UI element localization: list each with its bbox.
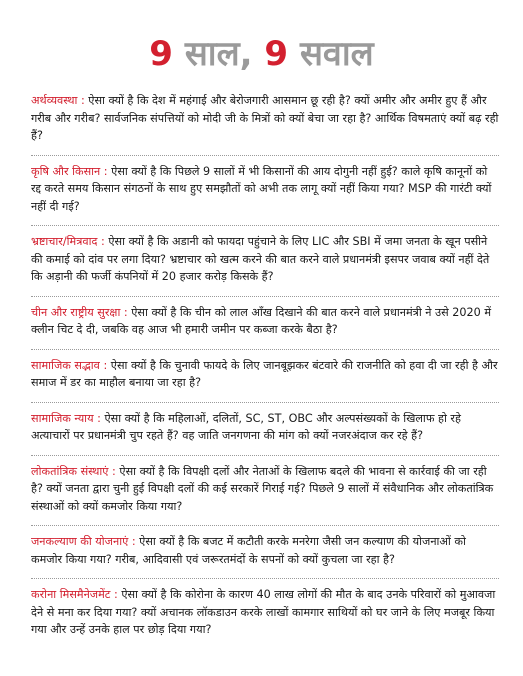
section-heading: लोकतांत्रिक संस्थाएं bbox=[31, 464, 109, 478]
section-text: ऐसा क्यों है कि देश में महंगाई और बेरोजगारी आसमान छू रही है? क्यों अमीर और अमीर हुए हैं और गरीब और गरीब? सार्वजनिक संपत्तियों को मोदी जी के मित्रों को क्यों बेचा जा रहा है? आर्थिक विषमताएं क्यों बढ़ रही हैं? bbox=[31, 94, 499, 142]
section-heading: सामाजिक सद्भाव bbox=[31, 358, 100, 372]
section-text: ऐसा क्यों है कि अडानी को फायदा पहुंचाने के लिए LIC और SBI में जमा जनता के खून पसीने की कमाई को दांव पर लगा दिया? भ्रष्टाचार को खत्म करने की बात करने वाले प्रधानमंत्री इसपर जवाब क्यों नहीं देते कि अड़ानी की फर्जी कंपनियों में 20 हजार करोड़ किसके हैं? bbox=[31, 235, 490, 283]
title-word: सवाल bbox=[299, 34, 374, 74]
section-heading: सामाजिक न्याय bbox=[31, 411, 94, 425]
section-heading: भ्रष्टाचार/मित्रवाद bbox=[31, 235, 98, 248]
heading-separator: : bbox=[99, 358, 111, 372]
page-title bbox=[0, 34, 523, 74]
section-heading: जनकल्याण की योजनाएं bbox=[31, 535, 129, 548]
section-welfare-schemes bbox=[31, 533, 499, 579]
section-corona-mismanagement bbox=[31, 586, 499, 649]
title-number: 9 bbox=[149, 34, 173, 74]
section-heading: कृषि और किसान bbox=[31, 164, 101, 178]
section-text: ऐसा क्यों है कि चीन को लाल आँख दिखाने की बात करने वाले प्रधानमंत्री ने उसे 2020 में क्लीन चिट दे दी, जबकि वह आज भी हमारी जमीन पर कब्जा करके बैठा है? bbox=[31, 305, 492, 336]
section-china-security bbox=[31, 304, 499, 350]
heading-separator: : bbox=[100, 164, 112, 178]
heading-separator: : bbox=[108, 464, 120, 478]
heading-separator: : bbox=[97, 235, 109, 248]
title-number: 9 bbox=[264, 34, 289, 74]
heading-separator: : bbox=[110, 588, 122, 601]
heading-separator: : bbox=[120, 305, 132, 319]
title-word: साल, bbox=[184, 34, 253, 74]
section-economy bbox=[31, 92, 499, 156]
section-heading: अर्थव्यवस्था bbox=[31, 94, 78, 107]
questions-list bbox=[31, 92, 499, 656]
heading-separator: : bbox=[93, 411, 105, 425]
heading-separator: : bbox=[128, 535, 140, 548]
section-social-justice bbox=[31, 410, 499, 456]
section-corruption bbox=[31, 233, 499, 297]
section-text: ऐसा क्यों है कि चुनावी फायदे के लिए जानबूझकर बंटवारे की राजनीति को हवा दी जा रही है और समाज में डर का माहौल बनाया जा रहा है? bbox=[31, 358, 498, 389]
section-text: ऐसा क्यों है कि पिछले 9 सालों में भी किसानों की आय दोगुनी नहीं हुई? काले कृषि कानूनों को रद्द करते समय किसान संगठनों के साथ हुए समझौतों को अभी तक लागू क्यों नहीं किया गया? MSP की गारंटी क्यों नहीं दी गई? bbox=[31, 164, 492, 213]
section-text: ऐसा क्यों है कि कोरोना के कारण 40 लाख लोगों की मौत के बाद उनके परिवारों को मुआवजा देने से मना कर दिया गया? क्यों अचानक लॉकडाउन करके लाखों कामगार साथियों को घर जाने के लिए मजबूर किया गया और उन्हें उनके हाल पर छोड़ दिया गया? bbox=[31, 588, 496, 636]
section-text: ऐसा क्यों है कि बजट में कटौती करके मनरेगा जैसी जन कल्याण की योजनाओं को कमजोर किया गया? गरीब, आदिवासी एवं जरूरतमंदों के सपनों को क्यों कुचला जा रहा है? bbox=[31, 535, 466, 566]
section-social-harmony bbox=[31, 357, 499, 403]
section-heading: चीन और राष्ट्रीय सुरक्षा bbox=[31, 305, 121, 319]
section-democratic-institutions bbox=[31, 463, 499, 527]
section-text: ऐसा क्यों है कि महिलाओं, दलितों, SC, ST, OBC और अल्पसंख्यकों के खिलाफ हो रहे अत्याचारों पर प्रधानमंत्री चुप रहते हैं? वह जाति जनगणना की मांग को क्यों नजरअंदाज कर रहे हैं? bbox=[31, 411, 461, 442]
section-text: ऐसा क्यों है कि विपक्षी दलों और नेताओं के खिलाफ बदले की भावना से कार्रवाई की जा रही है? क्यों जनता द्वारा चुनी हुई विपक्षी दलों की कई सरकारें गिराई गई? पिछले 9 सालों में संवैधानिक और लोकतांत्रिक संस्थाओं को क्यों कमजोर किया गया? bbox=[31, 464, 494, 513]
heading-separator: : bbox=[77, 94, 89, 107]
section-heading: करोना मिसमैनेजमेंट bbox=[31, 588, 111, 601]
section-agriculture bbox=[31, 163, 499, 227]
